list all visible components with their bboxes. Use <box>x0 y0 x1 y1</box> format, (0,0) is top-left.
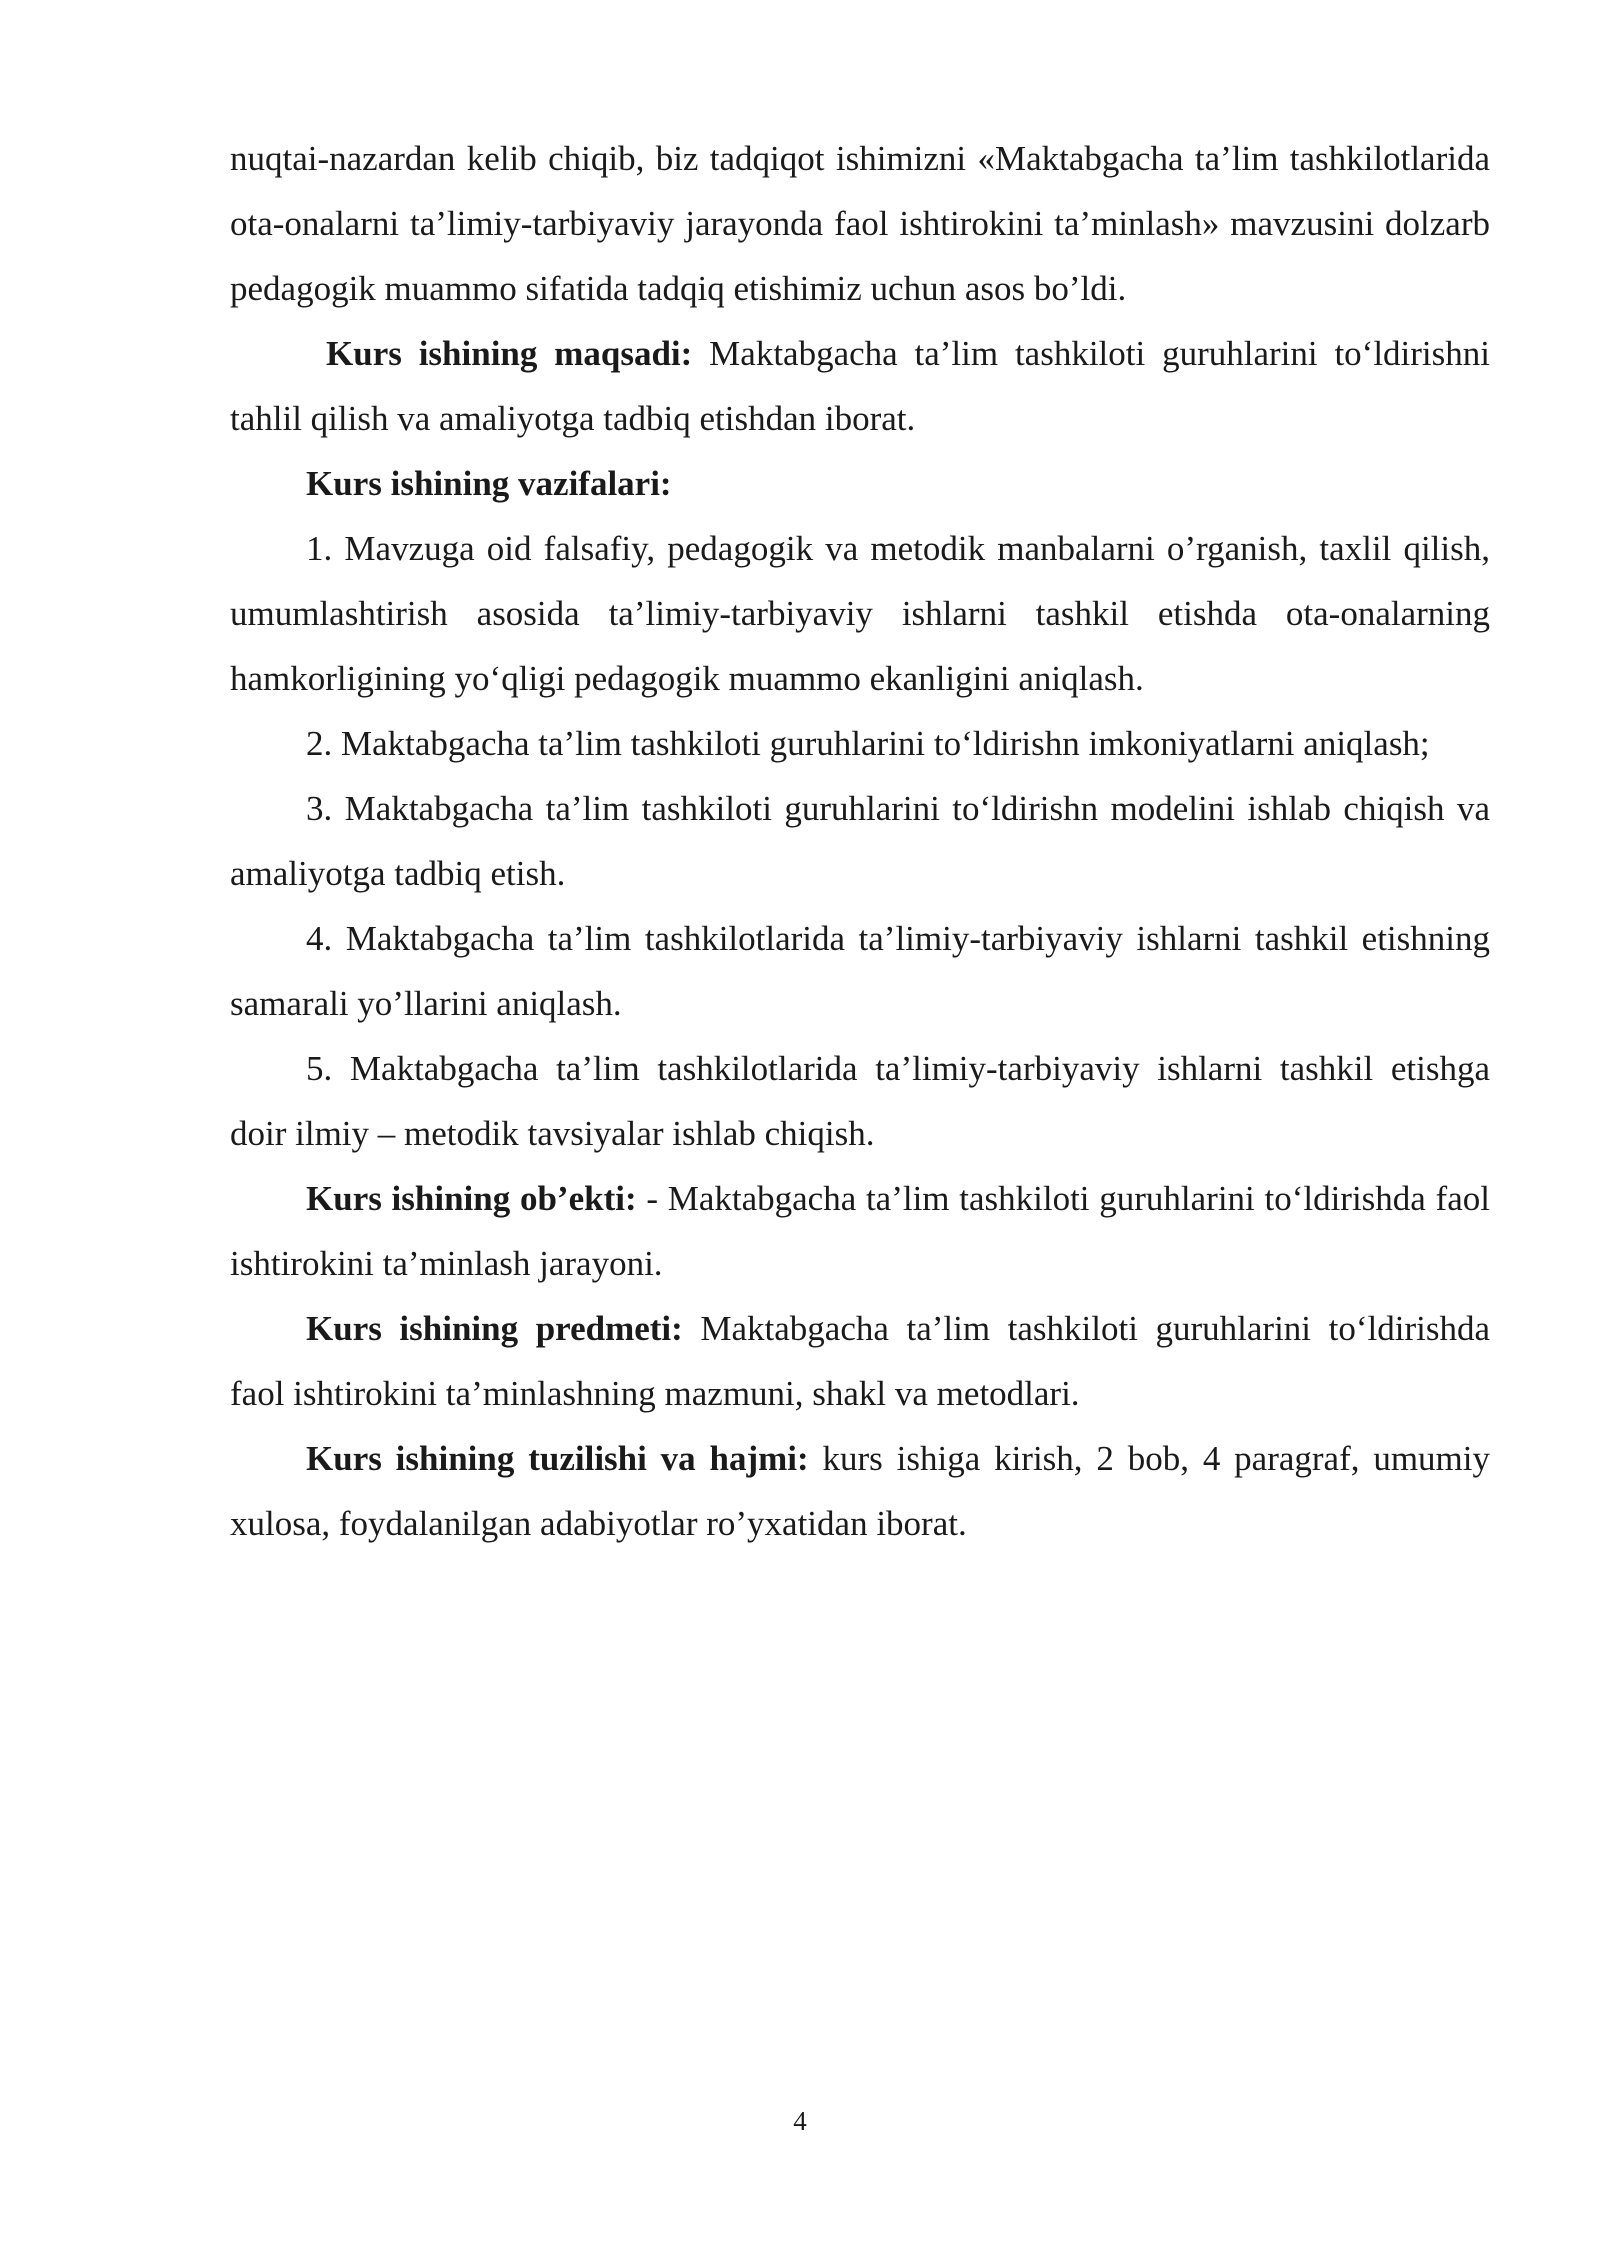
paragraph-structure <box>230 1426 1490 1556</box>
structure-text: kurs ishiga kirish, 2 bob, 4 paragraf, umumiy xulosa, foydalanilgan adabiyotlar ro’yxatidan iborat. <box>230 1439 1490 1543</box>
page-body <box>230 126 1490 1556</box>
task-item-4 <box>230 906 1490 1036</box>
paragraph-object <box>230 1166 1490 1296</box>
task-text: 5. Maktabgacha ta’lim tashkilotlarida ta’limiy-tarbiyaviy ishlarni tashkil etishga doir ilmiy – metodik tavsiyalar ishlab chiqish. <box>230 1049 1490 1153</box>
subject-text: Maktabgacha ta’lim tashkiloti guruhlarini to‘ldirishda faol ishtirokini ta’minlashning mazmuni, shakl va metodlari. <box>230 1309 1490 1413</box>
object-heading: Kurs ishining ob’ekti: <box>306 1179 637 1218</box>
goal-text: Maktabgacha ta’lim tashkiloti guruhlarini to‘ldirishni tahlil qilish va amaliyotga tadbiq etishdan iborat. <box>230 334 1490 438</box>
task-item-1 <box>230 516 1490 711</box>
paragraph-subject <box>230 1296 1490 1426</box>
structure-heading: Kurs ishining tuzilishi va hajmi: <box>306 1439 809 1478</box>
subject-heading: Kurs ishining predmeti: <box>306 1309 683 1348</box>
task-text: 2. Maktabgacha ta’lim tashkiloti guruhlarini to‘ldirishn imkoniyatlarni aniqlash; <box>306 724 1430 763</box>
paragraph-tasks-heading <box>230 451 1490 516</box>
task-text: 1. Mavzuga oid falsafiy, pedagogik va metodik manbalarni o’rganish, taxlil qilish, umumlashtirish asosida ta’limiy-tarbiyaviy ishlarni tashkil etishda ota-onalarning hamkorligining yo‘qligi pedagogik muammo ekanligini aniqlash. <box>230 529 1490 698</box>
paragraph-text: nuqtai-nazardan kelib chiqib, biz tadqiqot ishimizni «Maktabgacha ta’lim tashkilotlarida ota-onalarni ta’limiy-tarbiyaviy jarayonda faol ishtirokini ta’minlash» mavzusini dolzarb pedagogik muammo sifatida tadqiq etishimiz uchun asos bo’ldi. <box>230 139 1490 308</box>
tasks-heading: Kurs ishining vazifalari: <box>306 464 672 503</box>
task-text: 4. Maktabgacha ta’lim tashkilotlarida ta’limiy-tarbiyaviy ishlarni tashkil etishning samarali yo’llarini aniqlash. <box>230 919 1490 1023</box>
page-number: 4 <box>793 2106 807 2136</box>
task-item-2 <box>230 711 1490 776</box>
task-item-5 <box>230 1036 1490 1166</box>
paragraph-goal <box>230 321 1490 451</box>
task-text: 3. Maktabgacha ta’lim tashkiloti guruhlarini to‘ldirishn modelini ishlab chiqish va amaliyotga tadbiq etish. <box>230 789 1490 893</box>
object-text: - Maktabgacha ta’lim tashkiloti guruhlarini to‘ldirishda faol ishtirokini ta’minlash jarayoni. <box>230 1179 1490 1283</box>
goal-heading: Kurs ishining maqsadi: <box>326 334 693 373</box>
paragraph-intro-continuation <box>230 126 1490 321</box>
task-item-3 <box>230 776 1490 906</box>
